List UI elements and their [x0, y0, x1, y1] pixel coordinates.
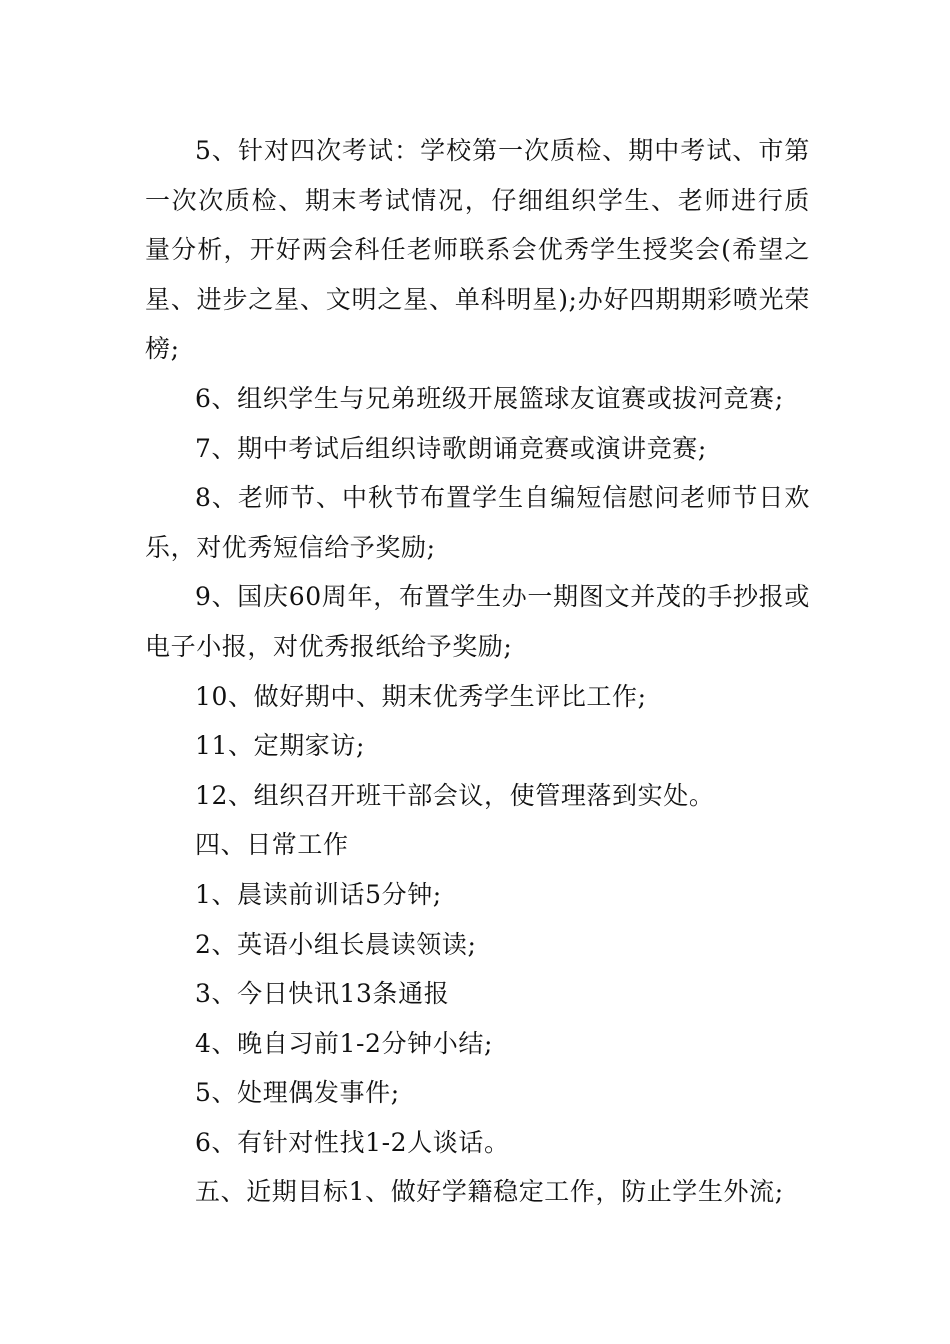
section-heading-near-term-goals: 五、近期目标1、做好学籍稳定工作，防止学生外流; [195, 1177, 784, 1207]
paragraph-item-8: 8、老师节、中秋节布置学生自编短信慰问老师节日欢乐，对优秀短信给予奖励; [145, 483, 810, 562]
paragraph-item-9: 9、国庆60周年，布置学生办一期图文并茂的手抄报或电子小报，对优秀报纸给予奖励; [145, 582, 810, 661]
daily-item-2: 2、英语小组长晨读领读; [195, 929, 477, 959]
paragraph-item-7: 7、期中考试后组织诗歌朗诵竞赛或演讲竞赛; [195, 433, 707, 463]
daily-item-3: 3、今日快讯13条通报 [195, 979, 450, 1009]
paragraph-item-12: 12、组织召开班干部会议，使管理落到实处。 [195, 780, 715, 810]
paragraph-item-6: 6、组织学生与兄弟班级开展篮球友谊赛或拔河竞赛; [195, 383, 784, 413]
daily-item-5: 5、处理偶发事件; [195, 1078, 400, 1108]
document-body [145, 126, 810, 1217]
paragraph-item-10: 10、做好期中、期末优秀学生评比工作; [195, 681, 647, 711]
paragraph-item-5: 5、针对四次考试：学校第一次质检、期中考试、市第一次次质检、期末考试情况，仔细组织学生、老师进行质量分析，开好两会科任老师联系会优秀学生授奖会(希望之星、进步之星、文明之星、单科明星);办好四期期彩喷光荣榜; [145, 136, 810, 364]
paragraph-item-11: 11、定期家访; [195, 731, 366, 761]
daily-item-1: 1、晨读前训话5分钟; [195, 879, 442, 909]
daily-item-6: 6、有针对性找1-2人谈话。 [195, 1127, 510, 1157]
daily-item-4: 4、晚自习前1-2分钟小结; [195, 1028, 493, 1058]
section-heading-daily-work: 四、日常工作 [195, 830, 349, 860]
